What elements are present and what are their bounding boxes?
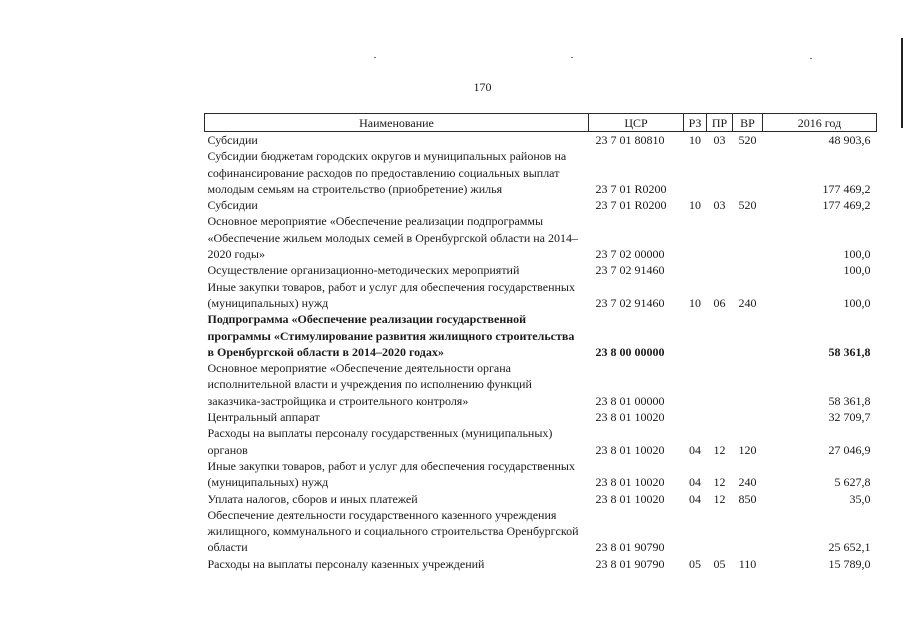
header-pr: ПР xyxy=(707,114,733,132)
header-vr: ВР xyxy=(733,114,763,132)
table-row xyxy=(205,556,877,572)
cell-csr: 23 7 02 91460 xyxy=(595,295,665,310)
cell-name: Иные закупки товаров, работ и услуг для обеспечения государственных (муниципальных) нужд xyxy=(207,458,575,490)
cell-rz xyxy=(684,360,707,409)
cell-csr: 23 8 01 10020 xyxy=(595,475,665,490)
table-row xyxy=(205,409,877,425)
cell-sum: 35,0 xyxy=(849,491,871,506)
table-row xyxy=(205,148,877,197)
cell-vr: 850 xyxy=(738,491,757,506)
cell-pr xyxy=(707,213,733,262)
cell-rz: 04 xyxy=(689,491,701,506)
cell-vr xyxy=(733,311,763,360)
cell-name: Субсидии бюджетам городских округов и муниципальных районов на софинансирование расходов по предоставлению социальных выплат молодым семьям на строительство (приобретение) жилья xyxy=(207,149,567,196)
cell-name: Обеспечение деятельности государственного казенного учреждения жилищного, коммунального и социального строительства Оренбургской области xyxy=(207,507,579,555)
cell-rz: 10 xyxy=(689,133,701,147)
cell-rz: 10 xyxy=(689,295,701,310)
cell-vr xyxy=(733,148,763,197)
cell-csr: 23 7 02 00000 xyxy=(595,247,665,262)
header-name: Наименование xyxy=(205,114,589,132)
table-row xyxy=(205,262,877,278)
cell-name: Субсидии xyxy=(207,133,258,147)
cell-vr: 240 xyxy=(738,475,757,490)
cell-vr xyxy=(733,507,763,556)
cell-pr: 12 xyxy=(713,442,726,457)
cell-name: Субсидии xyxy=(207,198,258,213)
table-row xyxy=(205,507,877,556)
cell-pr: 03 xyxy=(713,133,726,147)
scan-speck xyxy=(374,57,376,58)
cell-pr xyxy=(707,409,733,425)
cell-name: Подпрограмма «Обеспечение реализации государственной программы «Стимулирование развития жилищного строительства в Оренбургской области в 2014–2020 годах» xyxy=(207,312,575,359)
cell-sum: 100,0 xyxy=(843,263,871,278)
table-row xyxy=(205,458,877,491)
cell-name: Центральный аппарат xyxy=(207,410,320,425)
cell-pr: 12 xyxy=(713,475,726,490)
page-number: 170 xyxy=(473,80,492,94)
cell-vr xyxy=(733,213,763,262)
cell-vr: 520 xyxy=(738,133,757,147)
cell-csr: 23 8 01 10020 xyxy=(595,442,665,457)
cell-name: Расходы на выплаты персоналу казенных учреждений xyxy=(207,556,485,571)
cell-name: Основное мероприятие «Обеспечение реализации подпрограммы «Обеспечение жильем молодых семей в Оренбургской области на 2014–2020 годы» xyxy=(207,214,579,262)
cell-pr: 03 xyxy=(713,198,726,213)
cell-name: Основное мероприятие «Обеспечение деятельности органа исполнительной власти и учреждения по исполнению функций заказчика-застройщика и строительного контроля» xyxy=(207,361,532,408)
scan-speck xyxy=(810,58,812,59)
cell-sum: 100,0 xyxy=(843,295,871,310)
cell-rz xyxy=(684,262,707,278)
table-row xyxy=(205,425,877,458)
cell-csr: 23 8 00 00000 xyxy=(595,344,665,359)
cell-name: Осуществление организационно-методических мероприятий xyxy=(207,263,520,278)
header-csr: ЦСР xyxy=(589,114,684,132)
cell-rz: 10 xyxy=(689,198,701,213)
cell-name: Иные закупки товаров, работ и услуг для обеспечения государственных (муниципальных) нужд xyxy=(207,279,575,310)
cell-sum: 48 903,6 xyxy=(828,133,871,147)
cell-sum: 58 361,8 xyxy=(828,393,871,408)
cell-pr xyxy=(707,311,733,360)
cell-csr: 23 8 01 90790 xyxy=(595,540,665,555)
table-row xyxy=(205,311,877,360)
table-row xyxy=(205,197,877,213)
cell-rz xyxy=(684,311,707,360)
header-year: 2016 год xyxy=(763,114,877,132)
cell-csr: 23 7 01 R0200 xyxy=(595,181,667,196)
cell-vr: 120 xyxy=(738,442,757,457)
cell-sum: 27 046,9 xyxy=(828,442,871,457)
cell-sum: 5 627,8 xyxy=(834,475,871,490)
table-header-row xyxy=(205,114,877,132)
cell-sum: 32 709,7 xyxy=(828,410,871,425)
cell-csr: 23 7 01 80810 xyxy=(595,133,665,147)
cell-pr xyxy=(707,507,733,556)
cell-sum: 177 469,2 xyxy=(822,181,871,196)
cell-rz xyxy=(684,409,707,425)
cell-csr: 23 8 01 00000 xyxy=(595,393,665,408)
cell-rz: 05 xyxy=(689,556,701,571)
cell-name: Расходы на выплаты персоналу государственных (муниципальных) органов xyxy=(207,426,553,457)
cell-csr: 23 8 01 10020 xyxy=(595,410,665,425)
cell-sum: 58 361,8 xyxy=(828,344,871,359)
cell-csr: 23 7 01 R0200 xyxy=(595,198,667,213)
cell-vr xyxy=(733,262,763,278)
cell-rz xyxy=(684,213,707,262)
cell-pr: 06 xyxy=(713,295,726,310)
cell-sum: 15 789,0 xyxy=(828,556,871,571)
table-row xyxy=(205,360,877,409)
cell-pr xyxy=(707,148,733,197)
cell-name: Уплата налогов, сборов и иных платежей xyxy=(207,491,418,506)
cell-rz: 04 xyxy=(689,475,701,490)
scan-speck xyxy=(571,57,573,58)
budget-table xyxy=(204,113,877,572)
header-rz: РЗ xyxy=(684,114,707,132)
cell-vr: 520 xyxy=(738,198,757,213)
table-row xyxy=(205,213,877,262)
cell-vr xyxy=(733,409,763,425)
table-row xyxy=(205,279,877,312)
cell-csr: 23 8 01 90790 xyxy=(595,556,665,571)
cell-sum: 177 469,2 xyxy=(822,198,871,213)
cell-rz xyxy=(684,148,707,197)
cell-vr: 240 xyxy=(738,295,757,310)
cell-csr: 23 8 01 10020 xyxy=(595,491,665,506)
cell-pr: 12 xyxy=(713,491,726,506)
table-body xyxy=(205,132,877,573)
cell-vr: 110 xyxy=(738,556,757,571)
cell-pr xyxy=(707,262,733,278)
cell-pr: 05 xyxy=(713,556,726,571)
cell-rz: 04 xyxy=(689,442,701,457)
cell-csr: 23 7 02 91460 xyxy=(595,263,665,278)
cell-sum: 100,0 xyxy=(843,247,871,262)
cell-vr xyxy=(733,360,763,409)
cell-pr xyxy=(707,360,733,409)
cell-sum: 25 652,1 xyxy=(828,540,871,555)
table-row xyxy=(205,132,877,149)
table-row xyxy=(205,491,877,507)
cell-rz xyxy=(684,507,707,556)
